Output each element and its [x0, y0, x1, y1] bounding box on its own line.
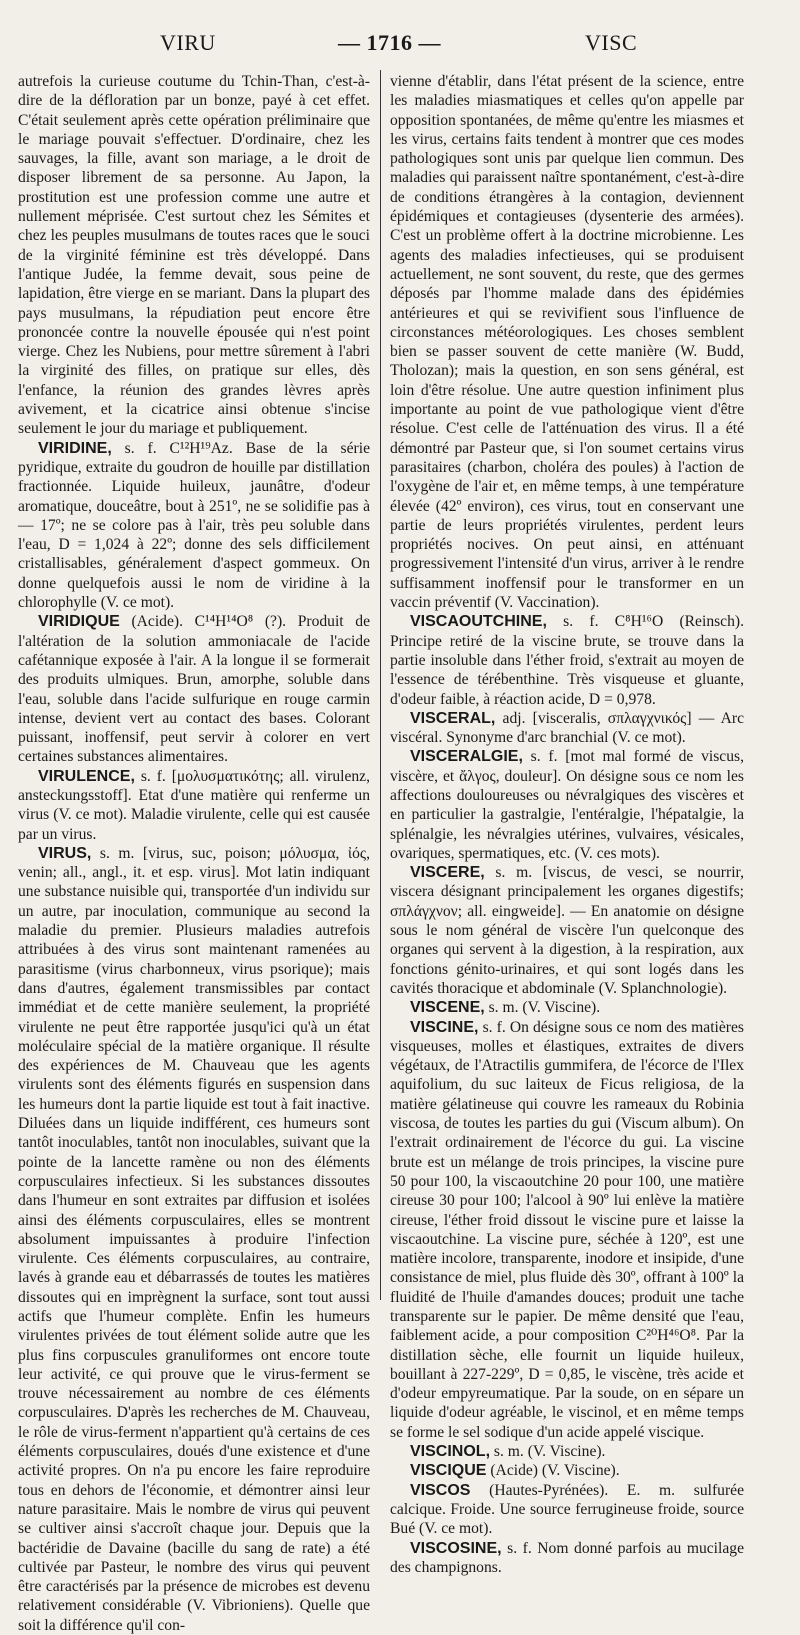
entry-text: s. m. [virus, suc, poison; μόλυσμα, ἰός, venin; all., angl., it. et esp. virus]. Mot latin indiquant une substance nuisible qui, transportée d'un individu sur un autre, par inoculation, communique au second la maladie du premier. Plusieurs maladies autrefois attribuées à des virus sont maintenant ramenées au parasitisme (virus charbonneux, virus psorique); mais dans d'autres, également transmissibles par contact immédiat et de cette manière seulement, la propriété virulente ne peut être rapportée jusqu'ici qu'à un état moléculaire spécial de la matière organique. Il résulte des expériences de M. Chauveau que les agents virulents sont des éléments figurés en suspension dans les humeurs dont la partie liquide est tout à fait inactive. Diluées dans un liquide indifférent, ces humeurs sont tantôt inoculables, tantôt non inoculables, suivant que la pointe de la lancette ramène ou non des éléments corpusculaires infectieux. Si les substances dissoutes dans l'humeur en sont extraites par diffusion et isolées ainsi des éléments corpusculaires, elles se montrent absolument impuissantes à produire l'infection virulente. Ces éléments corpusculaires, au contraire, lavés à grande eau et débarrassés de toutes les matières dissoutes qui en imprègnent la surface, sont tout aussi actifs que l'humeur complète. Enfin les humeurs virulentes privées de tout élément solide autre que les plus fins corpuscules granuliformes ont encore toute leur activité, ce qui prouve que le virus-ferment se trouve nécessairement au nombre de ces éléments corpusculaires. D'après les recherches de M. Chauveau, le rôle de virus-ferment n'appartient qu'à certains de ces éléments corpusculaires, doués d'une existence et d'une activité propres. On n'a pu encore les faire reproduire tous en dehors de l'économie, et démontrer ainsi leur nature parasitaire. Mais le nombre de virus qui peuvent se cultiver ainsi s'accroît chaque jour. Depuis que la bactéridie de Davaine (bacille du sang de rate) a été cultivée par Pasteur, le nombre des virus qui peuvent être caractérisés par la présence de microbes est devenu relativement considérable (V. Vibrioniens). Quelle que soit la différence qu'il con- — [18, 844, 370, 1634]
column-divider — [380, 70, 381, 1300]
entry-headword: VIRULENCE, — [38, 767, 135, 785]
page-number: — 1716 — — [338, 30, 441, 55]
entry-viscos — [390, 1481, 744, 1539]
entry-viridine — [18, 439, 370, 613]
entry-headword: VIRIDINE, — [38, 439, 112, 457]
entry-headword: VISCIQUE — [410, 1462, 487, 1480]
entry-headword: VISCINE, — [410, 1018, 479, 1036]
entry-viridique — [18, 612, 370, 766]
entry-continuation — [18, 72, 370, 439]
right-column — [390, 72, 744, 1577]
entry-text: autrefois la curieuse coutume du Tchin-Than, c'est-à-dire de la défloration par un bonze, payé à cet effet. C'était seulement après cette opération préliminaire que le mariage pouvait s'effectuer. D'ordinaire, chez les sauvages, la fille, avant son mariage, a le droit de disposer librement de sa personne. Au Japon, la prostitution est une profession comme une autre et nullement méprisée. C'est surtout chez les Sémites et chez les peuples musulmans de toutes races que le souci de la virginité féminine est très développé. Dans l'antique Judée, la femme devait, sous peine de lapidation, être vierge en se mariant. Dans la plupart des pays musulmans, la répudiation peut encore être prononcée contre la nouvelle épousée qui n'est point vierge. Chez les Nubiens, pour mettre sûrement à l'abri la virginité des filles, on pratique sur elles, dès l'enfance, la réunion des grandes lèvres après avivement, et la cicatrice ainsi obtenue s'incise seulement le jour du mariage et publiquement. — [18, 73, 370, 438]
entry-headword: VIRIDIQUE — [38, 613, 120, 631]
entry-text: s. m. (V. Viscine). — [490, 1443, 606, 1461]
entry-viscaoutchine — [390, 612, 744, 708]
entry-continuation — [390, 72, 744, 612]
entry-virus — [18, 844, 370, 1635]
entry-headword: VISCERALGIE, — [410, 748, 523, 766]
entry-text: s. f. C¹²H¹⁹Az. Base de la série pyridique, extraite du goudron de houille par distillation fractionnée. Liquide huileux, jaunâtre, d'odeur aromatique, douceâtre, bout à 251º, ne se solidifie pas à — 17º; ne se colore pas à l'air, très peu soluble dans l'eau, D = 1,024 à 22º; donne des sels difficilement cristallisables, généralement d'aspect gommeux. On donne quelquefois aussi le nom de viridine à la chlorophylle (V. ce mot). — [18, 439, 370, 612]
entry-headword: VIRUS, — [38, 844, 92, 862]
entry-viscosine — [390, 1539, 744, 1578]
running-head-left: VIRU — [160, 30, 216, 55]
entry-text: (Acide). C¹⁴H¹⁴O⁸ (?). Produit de l'altération de la solution ammoniacale de l'acide cafétannique exposée à l'air. A la longue il se formerait des produits ulmiques. Brun, amorphe, soluble dans l'eau, soluble dans l'acide sulfurique en rouge carmin intense, devient vert au contact des bases. Colorant puissant, inoffensif, peut servir à colorer en vert certaines substances alimentaires. — [18, 613, 370, 766]
entry-headword: VISCINOL, — [410, 1443, 491, 1461]
entry-headword: VISCOS — [410, 1481, 471, 1499]
entry-viscere — [390, 863, 744, 998]
entry-text: s. f. C⁸H¹⁶O (Reinsch). Principe retiré de la viscine brute, se trouve dans la partie insoluble dans l'éther froid, s'extrait au moyen de l'essence de térébenthine. Très visqueuse et gluante, d'odeur faible, à réaction acide, D = 0,978. — [390, 613, 744, 708]
entry-viscinol — [390, 1442, 744, 1461]
entry-visceral — [390, 709, 744, 748]
entry-headword: VISCERE, — [410, 864, 485, 882]
running-head-right: VISC — [585, 30, 638, 55]
entry-viscene — [390, 998, 744, 1017]
page-header — [0, 30, 800, 60]
entry-viscine — [390, 1018, 744, 1443]
entry-virulence — [18, 767, 370, 844]
entry-text: s. f. [μολυσματικότης; all. virulenz, ansteckungsstoff]. Etat d'une matière qui renferme un virus (V. ce mot). Maladie virulente, celle qui est causée par un virus. — [18, 767, 370, 843]
entry-text: (Hautes-Pyrénées). E. m. sulfurée calcique. Froide. Une source ferrugineuse froide, source Bué (V. ce mot). — [390, 1481, 744, 1538]
entry-text: s. m. [viscus, de vesci, se nourrir, viscera désignant principalement les organes digestifs; σπλάγχνον; all. eingweide]. — En anatomie on désigne sous le nom général de viscère l'un quelconque des organes qui servent à la digestion, à la respiration, aux fonctions génito-urinaires, et qui sont logés dans les cavités thoracique et abdominale (V. Splanchnologie). — [390, 864, 744, 997]
entry-headword: VISCERAL, — [410, 709, 496, 727]
left-column — [18, 72, 370, 1635]
entry-headword: VISCENE, — [410, 999, 485, 1017]
entry-headword: VISCAOUTCHINE, — [410, 613, 547, 631]
entry-viscique — [390, 1461, 744, 1480]
entry-visceralgie — [390, 747, 744, 863]
entry-text: (Acide) (V. Viscine). — [486, 1462, 620, 1480]
entry-text: s. m. (V. Viscine). — [484, 999, 601, 1017]
entry-text: adj. [visceralis, σπλαγχνικός] — Arc viscéral. Synonyme d'arc branchial (V. ce mot). — [390, 709, 744, 747]
entry-headword: VISCOSINE, — [410, 1539, 502, 1557]
entry-text: s. f. Nom donné parfois au mucilage des champignons. — [390, 1539, 744, 1576]
entry-text: s. f. [mot mal formé de viscus, viscère, et ἄλγος, douleur]. On désigne sous ce nom les affections douloureuses ou névralgiques des viscères et en particulier la gastralgie, l'entéralgie, l'hépatalgie, la splénalgie, les névralgies utérines, vulvaires, vésicales, ovariques, spermatiques, etc. (V. ces mots). — [390, 748, 744, 862]
entry-text: s. f. On désigne sous ce nom des matières visqueuses, molles et élastiques, extraites de divers végétaux, de l'Atractilis gummifera, de l'écorce de l'Ilex aquifolium, du suc laiteux de Ficus religiosa, de la matière gélatineuse qui couvre les rameaux du Robinia viscosa, de toutes les parties du gui (Viscum album). On l'extrait ordinairement de l'écorce du gui. La viscine brute est un mélange de trois principes, la viscine pure 50 pour 100, la viscaoutchine 20 pour 100, une matière cireuse 30 pour 100; l'alcool à 90º lui enlève la matière cireuse, l'éther froid dissout le viscine pure et laisse la viscaoutchine. La viscine pure, séchée à 120º, est une matière incolore, transparente, inodore et insipide, d'une consistance de miel, plus fluide dès 30º, offrant à 100º la fluidité de l'huile d'amandes douces; produit une tache transparente sur le papier. De même densité que l'eau, faiblement acide, a pour composition C²⁰H⁴⁶O⁸. Par la distillation sèche, elle fournit un liquide huileux, bouillant à 227-229º, D = 0,85, le viscène, très acide et d'odeur empyreumatique. Par la soude, on en sépare un liquide d'odeur agréable, le viscinol, et en même temps se forme le sel sodique d'un acide appelé viscique. — [390, 1018, 744, 1441]
entry-text: vienne d'établir, dans l'état présent de la science, entre les maladies miasmatiques et celles qu'on appelle par opposition spontanées, de même qu'entre les miasmes et les virus, certains faits tendent à montrer que ces modes pathologiques sont unis par quelque lien commun. Des maladies qui paraissent naître spontanément, c'est-à-dire de conditions étrangères à la contagion, deviennent épidémiques et contagieuses (dysenterie des armées). C'est un problème offert à la doctrine microbienne. Les agents des maladies infectieuses, qui se produisent actuellement, ne sont souvent, du reste, que des germes déposés par l'homme malade dans des épidémies antérieures et qui se revivifient sous l'influence de circonstances météorologiques. Les choses semblent bien se passer souvent de cette manière (W. Budd, Tholozan); mais la question, en son sens général, est loin d'être résolue. Une autre question infiniment plus importante au point de vue pathologique vient d'être résolue. C'est celle de l'atténuation des virus. Il a été démontré par Pasteur que, si l'on soumet certains virus parasitaires (charbon, choléra des poules) à l'action de l'oxygène de l'air et, en même temps, à une température élevée (42º environ), ces virus, tout en conservant une partie de leurs propriétés virulentes, perdent leurs propriétés nocives. On peut ainsi, en atténuant progressivement l'intensité d'un virus, arriver à le rendre suffisamment inoffensif pour le transformer en un vaccin préventif (V. Vaccination). — [390, 73, 744, 612]
